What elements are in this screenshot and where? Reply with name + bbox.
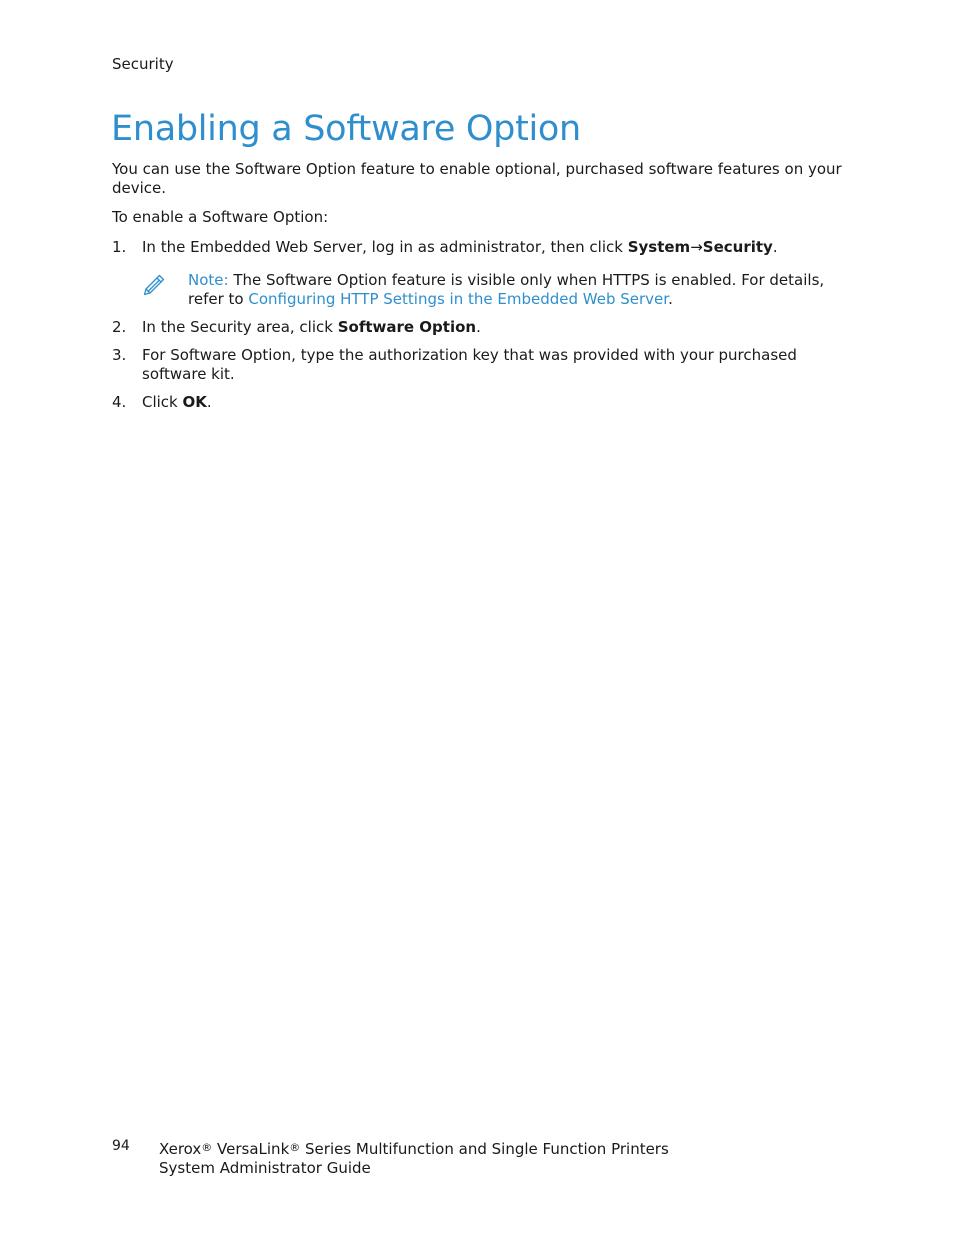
footer-product [159, 1138, 669, 1178]
procedure-lead: To enable a Software Option: [112, 208, 329, 226]
step-number: 4. [112, 393, 127, 411]
step-text: Click OK. [142, 393, 212, 411]
note-label: Note: [188, 271, 229, 289]
http-settings-link[interactable]: Configuring HTTP Settings in the Embedded Web Server [248, 290, 669, 308]
software-option-label: Software Option [337, 318, 477, 336]
page-title: Enabling a Software Option [111, 109, 581, 149]
menu-system: System [627, 238, 691, 256]
step-number: 1. [112, 238, 127, 256]
footer-guide-line: System Administrator Guide [159, 1159, 371, 1177]
step-text: In the Embedded Web Server, log in as administrator, then click System→Security. [142, 238, 778, 256]
step-text: For Software Option, type the authorization key that was provided with your purchased software kit. [142, 346, 797, 383]
page-number: 94 [112, 1138, 130, 1154]
step-number: 2. [112, 318, 127, 336]
step-number: 3. [112, 346, 127, 364]
note-text: Note: The Software Option feature is visible only when HTTPS is enabled. For details, refer to Configuring HTTP Settings in the Embedded Web Server. [188, 271, 825, 308]
intro-paragraph: You can use the Software Option feature to enable optional, purchased software features on your device. [112, 160, 842, 197]
step-text: In the Security area, click Software Option. [142, 318, 481, 336]
ok-label: OK [182, 393, 207, 411]
menu-security: Security [702, 238, 773, 256]
footer-product-line: Xerox® VersaLink® Series Multifunction and Single Function Printers [159, 1140, 669, 1158]
running-header: Security [112, 55, 174, 73]
arrow-icon: → [690, 238, 703, 256]
pencil-icon [142, 273, 166, 297]
